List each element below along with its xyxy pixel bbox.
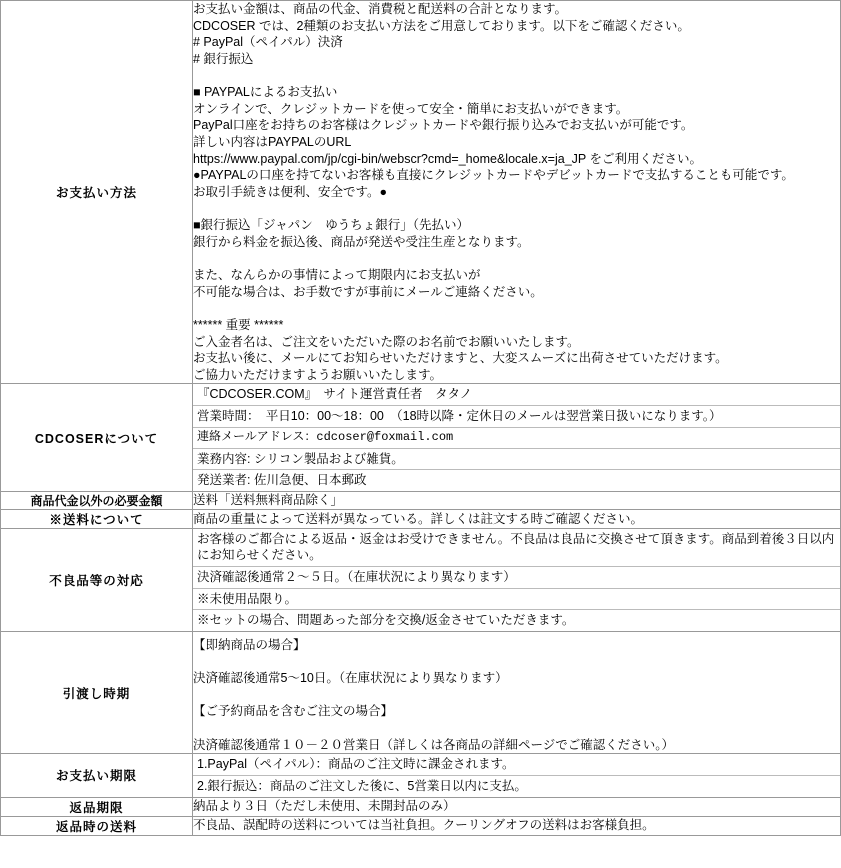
text-line: ●PAYPALの口座を持てないお客様も直接にクレジットカードやデビットカードで支払することも可能です。 <box>193 168 794 183</box>
row-label-payment-deadline: お支払い期限 <box>1 754 193 797</box>
row-value-about-cdcoser <box>193 384 841 491</box>
payment-deadline-blocks <box>193 754 840 796</box>
text-line: 【ご予約商品を含むご注文の場合】 <box>193 704 394 719</box>
table-row <box>1 491 841 509</box>
row-value-defective-handling <box>193 528 841 631</box>
payment-method-lines <box>193 1 840 383</box>
row-label-payment-method: お支払い方法 <box>1 1 193 384</box>
row-label-extra-amount: 商品代金以外の必要金額 <box>1 491 193 509</box>
row-value-delivery-time <box>193 631 841 753</box>
text-line: お支払い金額は、商品の代金、消費税と配送料の合計となります。 <box>193 2 568 16</box>
text-line: お支払い後に、メールにてお知らせいただけますと、大変スムーズに出荷させていただけます。 <box>193 351 728 366</box>
defective-handling-blocks <box>193 529 840 631</box>
text-line: 詳しい内容はPAYPALのURL <box>193 135 352 149</box>
text-block: 業務内容: シリコン製品および雑貨。 <box>193 448 840 470</box>
delivery-time-lines <box>193 632 840 753</box>
text-block: 2.銀行振込：商品のご注文した後に、5営業日以内に支払。 <box>193 775 840 797</box>
spacer-line <box>193 720 840 737</box>
table-row <box>1 754 841 797</box>
table-row <box>1 1 841 384</box>
text-line: また、なんらかの事情によって期限内にお支払いが <box>193 268 481 282</box>
text-block: 1.PayPal（ペイパル）：商品のご注文時に課金されます。 <box>197 757 515 772</box>
text-block: 営業時間： 平日10：00～18：00 （18時以降・定休日のメールは翌営業日扱いになります。） <box>193 405 840 427</box>
text-line: 不可能な場合は、お手数ですが事前にメールご連絡ください。 <box>193 284 543 299</box>
text-block: 連絡メールアドレス：cdcoser@foxmail.com <box>193 427 840 448</box>
row-label-shipping-fee: ※送料について <box>1 509 193 528</box>
table-row <box>1 797 841 816</box>
row-value-return-deadline: 納品より３日（ただし未使用、未開封品のみ） <box>193 797 841 816</box>
text-block: ※セットの場合、問題あった部分を交換/返金させていただきます。 <box>193 609 840 631</box>
text-block: 決済確認後通常２～５日。（在庫状況により異なります） <box>193 566 840 588</box>
table-row <box>1 631 841 753</box>
spacer-line <box>193 300 840 317</box>
text-block: 発送業者: 佐川急便、日本郵政 <box>193 469 840 491</box>
table-row <box>1 528 841 631</box>
text-line: ■銀行振込「ジャパン ゆうちょ銀行」（先払い） <box>193 218 470 233</box>
spacer-line <box>193 68 840 85</box>
text-line: ****** 重要 ****** <box>193 317 284 332</box>
row-value-shipping-fee: 商品の重量によって送料が異なっている。詳しくは註文する時ご確認ください。 <box>193 509 841 528</box>
text-line: ご協力いただけますようお願いいたします。 <box>193 367 443 382</box>
row-label-defective-handling: 不良品等の対応 <box>1 528 193 631</box>
spacer-line <box>193 654 840 671</box>
text-line: お取引手続きは便利、安全です。● <box>193 184 388 199</box>
row-value-return-shipping: 不良品、誤配時の送料については当社負担。クーリングオフの送料はお客様負担。 <box>193 816 841 835</box>
row-value-extra-amount: 送料「送料無料商品除く」 <box>193 491 841 509</box>
text-line: 決済確認後通常１０－２０営業日（詳しくは各商品の詳細ページでご確認ください。） <box>193 737 675 752</box>
text-line: https://www.paypal.com/jp/cgi-bin/webscr?cmd=_home&locale.x=ja_JP をご利用ください。 <box>193 151 702 166</box>
table-row <box>1 384 841 491</box>
text-block: お客様のご都合による返品・返金はお受けできません。不良品は良品に交換させて頂きます。商品到着後３日以内にお知らせください。 <box>197 531 835 563</box>
table-row <box>1 816 841 835</box>
row-label-about-cdcoser: CDCOSERについて <box>1 384 193 491</box>
text-line: 【即納商品の場合】 <box>193 637 306 652</box>
spacer-line <box>193 201 840 218</box>
row-value-payment-method <box>193 1 841 384</box>
text-line: ■ PAYPALによるお支払い <box>193 85 338 100</box>
text-line: オンラインで、クレジットカードを使って安全・簡単にお支払いができます。 <box>193 101 629 116</box>
text-line: CDCOSER では、2種類のお支払い方法をご用意しております。以下をご確認ください。 <box>193 18 690 33</box>
about-cdcoser-blocks <box>193 384 840 490</box>
text-line: PayPal口座をお持ちのお客様はクレジットカードや銀行振り込みでお支払いが可能です。 <box>193 118 694 133</box>
row-label-return-deadline: 返品期限 <box>1 797 193 816</box>
row-label-delivery-time: 引渡し時期 <box>1 631 193 753</box>
text-block: 『CDCOSER.COM』 サイト運営責任者 タタノ <box>197 387 473 402</box>
text-line: 決済確認後通常5～10日。（在庫状況により異なります） <box>193 671 508 686</box>
text-line: 銀行から料金を振込後、商品が発送や受注生産となります。 <box>193 234 530 249</box>
table-row <box>1 509 841 528</box>
spacer-line <box>193 687 840 704</box>
table-body <box>1 1 841 836</box>
text-line: # PayPal（ペイパル）決済 <box>193 35 343 50</box>
text-line: # 銀行振込 <box>193 51 254 66</box>
row-value-payment-deadline <box>193 754 841 797</box>
row-label-return-shipping: 返品時の送料 <box>1 816 193 835</box>
text-block: ※未使用品限り。 <box>193 588 840 610</box>
spacer-line <box>193 250 840 267</box>
text-line: ご入金者名は、ご注文をいただいた際のお名前でお願いいたします。 <box>193 334 580 349</box>
